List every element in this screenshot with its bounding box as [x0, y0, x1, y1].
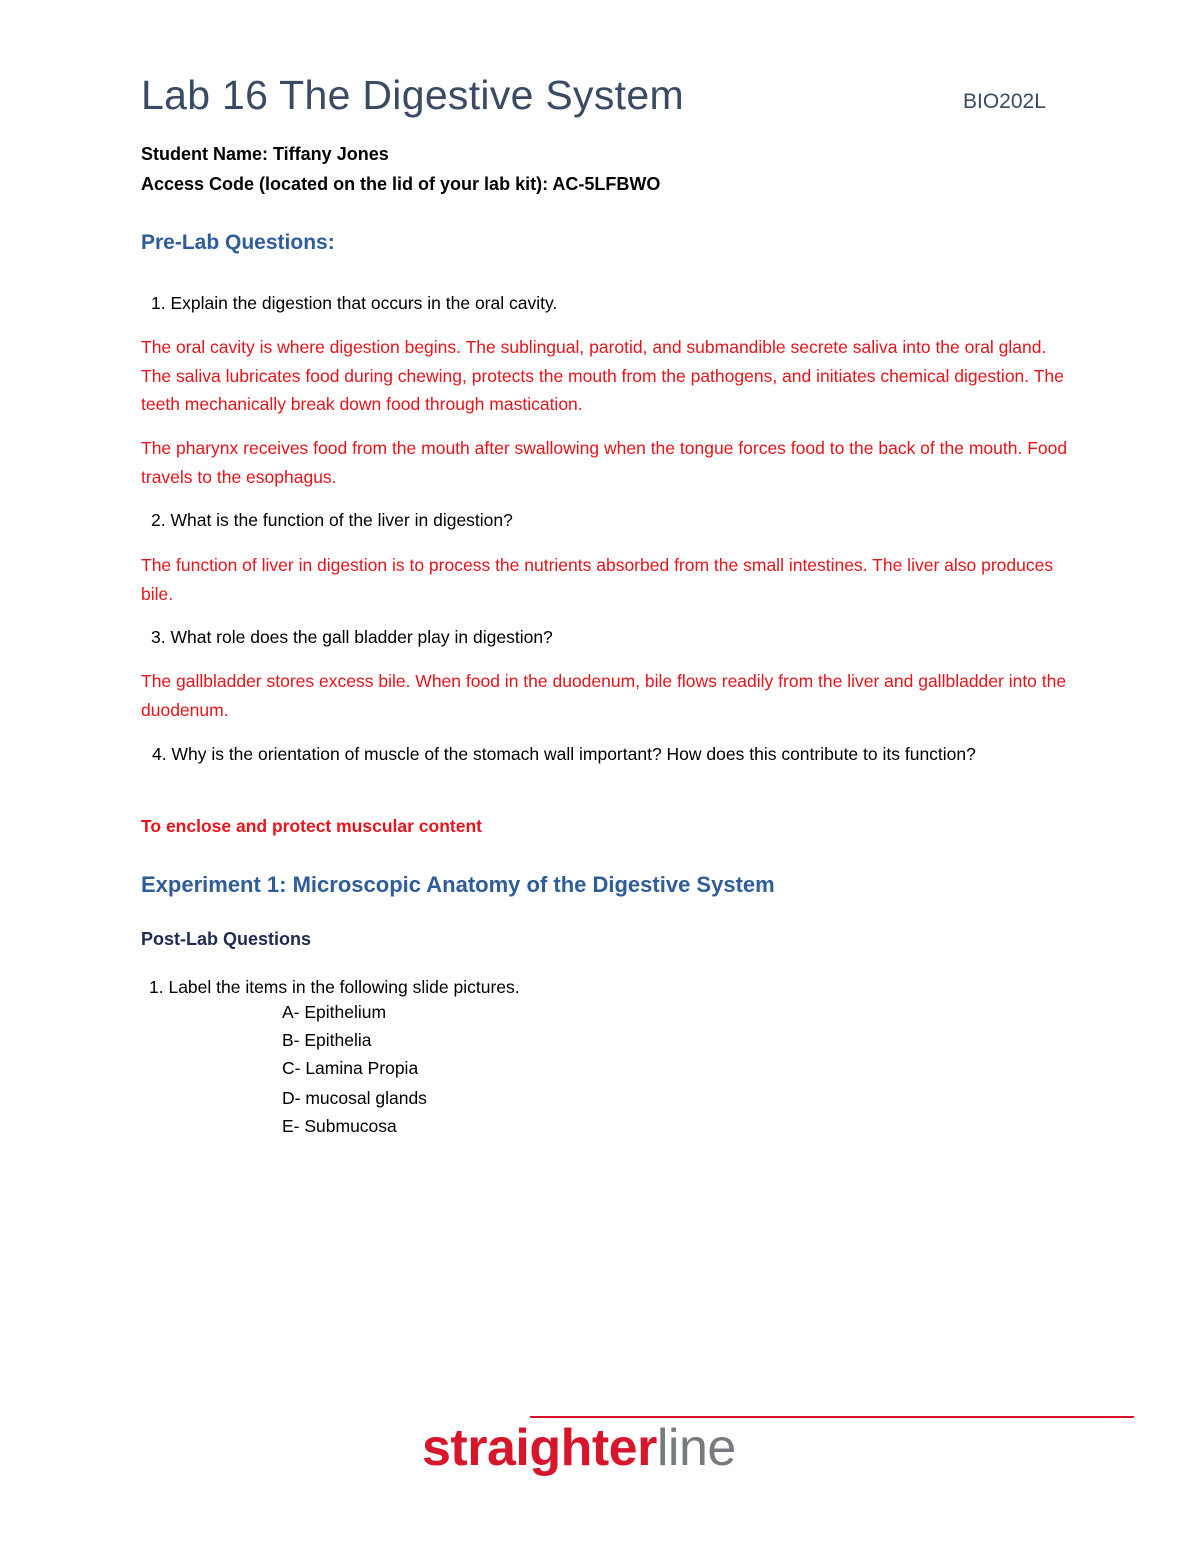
prelab-answer-1-paragraph-1: The oral cavity is where digestion begins. The sublingual, parotid, and submandible secrete saliva into the oral gland. The saliva lubricates food during chewing, protects the mouth from the pathogens, and initiates chemical digestion. The teeth mechanically break down food through mastication. — [141, 337, 1064, 414]
prelab-question-3: 3. What role does the gall bladder play in digestion? — [151, 627, 553, 647]
student-name: Student Name: Tiffany Jones — [141, 144, 389, 164]
slide-label-e: E- Submucosa — [282, 1116, 397, 1136]
postlab-heading: Post-Lab Questions — [141, 929, 312, 949]
prelab-question-4: 4. Why is the orientation of muscle of the stomach wall important? How does this contribute to its function? — [152, 744, 976, 764]
slide-label-c: C- Lamina Propia — [282, 1058, 419, 1078]
logo-suffix-text: line — [656, 1419, 736, 1477]
prelab-answer-3: The gallbladder stores excess bile. When food in the duodenum, bile flows readily from the liver and gallbladder into the duodenum. — [141, 671, 1067, 720]
logo-underline-bar — [530, 1416, 1134, 1418]
prelab-answer-4: To enclose and protect muscular content — [141, 816, 482, 836]
prelab-question-1: 1. Explain the digestion that occurs in the oral cavity. — [151, 293, 558, 313]
prelab-question-2: 2. What is the function of the liver in digestion? — [151, 510, 513, 530]
course-code: BIO202L — [963, 90, 1046, 113]
straighterline-logo — [422, 1418, 736, 1478]
experiment-1-heading: Experiment 1: Microscopic Anatomy of the Digestive System — [141, 872, 775, 897]
slide-label-a: A- Epithelium — [282, 1002, 387, 1022]
document-title: Lab 16 The Digestive System — [141, 72, 684, 118]
prelab-answer-2: The function of liver in digestion is to process the nutrients absorbed from the small intestines. The liver also produces bile. — [141, 555, 1054, 604]
logo-main-text: straighter — [422, 1419, 657, 1477]
prelab-heading: Pre-Lab Questions: — [141, 231, 335, 254]
prelab-answer-1-paragraph-2: The pharynx receives food from the mouth after swallowing when the tongue forces food to the back of the mouth. Food travels to the esophagus. — [141, 438, 1068, 487]
slide-label-b: B- Epithelia — [282, 1030, 372, 1050]
access-code: Access Code (located on the lid of your lab kit): AC-5LFBWO — [141, 174, 661, 194]
slide-label-d: D- mucosal glands — [282, 1088, 427, 1108]
postlab-question-1: 1. Label the items in the following slide pictures. — [149, 977, 520, 997]
